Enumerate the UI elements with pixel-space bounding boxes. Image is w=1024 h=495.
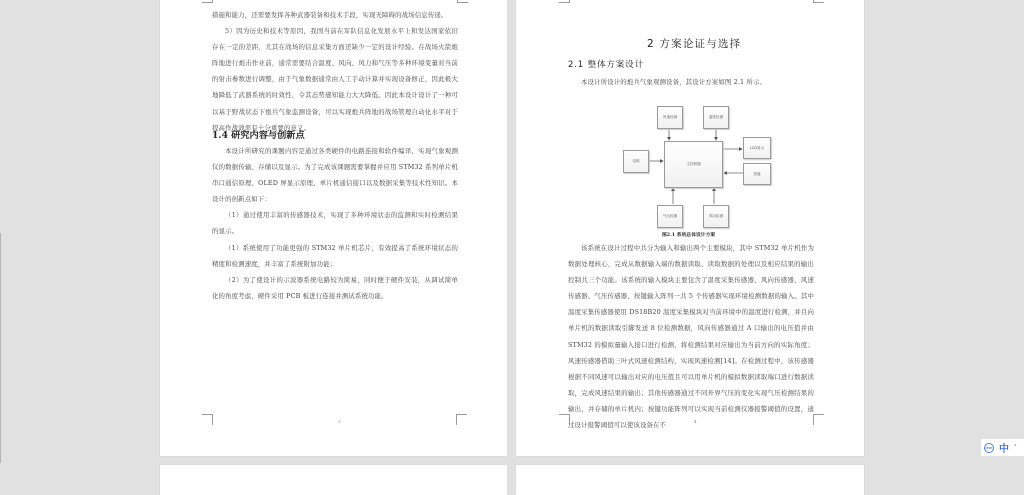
page-5 (160, 465, 507, 495)
paragraph: 措施和能力，还需要发挥各种武器装备和技术手段，实现无障碍的战场信息传递。 (212, 11, 448, 19)
section-heading: 1.4 研究内容与创新点 (212, 130, 305, 141)
paragraph: 5）因为历史和技术等原因，我国当前在军队信息化发展水平上和发达国家依旧存在一定的差距，尤其在战场的信息采集方面还缺少一定的设计经验。在战场火箭炮阵地进行炮击作业前，通常需要结合温度、风向、风力和气压等多种环境变量对当前的射击参数进行调整，由于气象数据通常由人工手动计算并实现设备修正，因此极大地降低了武器系统的时效性，令其态势感知能力大大降低。因此本设计设计了一种可以基于野战状态下炮兵气象监测设备，可以实现炮兵阵地的战场管理自动化水平对于提高作战效率有十分重要的意义。 (212, 27, 458, 132)
chapter-title: 2 方案论证与选择 (647, 38, 742, 50)
margin-mark-top-right (457, 0, 468, 3)
section-heading: 2.1 整体方案设计 (568, 60, 644, 70)
margin-mark-bottom-right (456, 414, 467, 425)
block-lcd-display: LCD显示 (743, 137, 771, 159)
diagram-arrows (516, 0, 864, 240)
page-4 (516, 0, 864, 456)
block-temperature: 温度检测 (703, 106, 729, 129)
paragraph: （1）通过使用丰富的传感器技术，实现了多种环境状态的监测和实时检测结果的显示。 (212, 211, 458, 236)
ime-logo-icon[interactable]: iFLY (984, 443, 994, 453)
paragraph: 本设计所研究的课题内容是通过各类硬件的电路连接和软件编译，实现气象观测仪的数据传输、存储以及显示。为了完成该课题需要掌握并应用 STM32 系列单片机串口通信原理、OLED 屏显示原理、单片机通信接口以及数据采集等技术性知识。本设计的创新点如下： (212, 147, 458, 204)
paragraph: 该系统在设计过程中共分为输入和输出两个主要模块，其中 STM32 单片机作为数据处理核心，完成从数据输入端的数据读取、读取数据的处理以及相应结果的输出控制共三个功能。该系统的输入模块主要包含了温度采集传感器、风向传感器、风速传感器、气压传感器、按键输入阵列一共 5 个传感器实现环境检测数据的输入。其中温度采集传感器使用 DS18B20 温度采集模块对当前环境中的温度进行检测，并且向单片机的数据读取引脚发送 8 位检测数据，风向传感器通过 A 口输出的电压值并由 STM32 的模拟量输入接口进行检测，将检测结果对应输出为当前方向的实际角度；风速传感器借助三叶式风速检测结构，实现风速检测[14]。在检测过程中，该传感器根据不同风速可以输出对应的电压值且可以用单片机的模拟数据读取端口进行数据读取，完成风速结果的输出；其他传感器通过不同外界气压的变化实现气压检测结果的输出，并存储的单片机内；按键功能阵列可以实现当前检测仪器报警阈值的设置，通过设计报警阈值可以使该设备在不 (568, 244, 814, 430)
body-text-top (212, 7, 458, 136)
block-pressure: 气压检测 (657, 205, 683, 228)
margin-mark-top-left (202, 0, 213, 3)
body-text-section (212, 143, 458, 304)
paragraph: （1）系统使用了功能更强的 STM32 单片机芯片，有效提高了系统环境状态的精度和检测速度，并丰富了系统附加功能； (212, 243, 458, 268)
margin-mark-bottom-right (813, 414, 824, 425)
block-wind-direction: 风向检测 (703, 205, 729, 228)
ime-punctuation-icon[interactable]: ' (1014, 443, 1017, 452)
block-wind-speed: 风速检测 (657, 106, 683, 129)
margin-mark-bottom-left (559, 414, 570, 425)
block-power: 电源 (623, 150, 649, 173)
margin-mark-bottom-left (202, 414, 213, 425)
left-scroll-edge (0, 233, 1, 463)
system-block-diagram (516, 0, 864, 240)
ime-language-toggle[interactable]: 中 (999, 444, 1009, 455)
page-6 (516, 465, 864, 495)
paragraph: 本设计所设计的炮兵气象观测设备，其设计方案如图 2.1 所示。 (581, 78, 767, 86)
block-main-controller: 主控制器 (664, 141, 723, 188)
page-number: 4 (694, 419, 697, 424)
paragraph: （2）为了使设计的示波器系统电路较为简易，同时便于硬件安装，从调试简单化的角度考虑，硬件采用 PCB 板进行连接并测试系统功能。 (212, 275, 458, 300)
body-text (568, 240, 814, 433)
block-keys: 按键 (743, 163, 771, 185)
ime-toolbar[interactable] (981, 439, 1024, 456)
figure-caption: 图2.1 系统总体设计方案 (662, 232, 716, 238)
page-number: 3 (338, 419, 341, 424)
page-3 (160, 0, 507, 456)
